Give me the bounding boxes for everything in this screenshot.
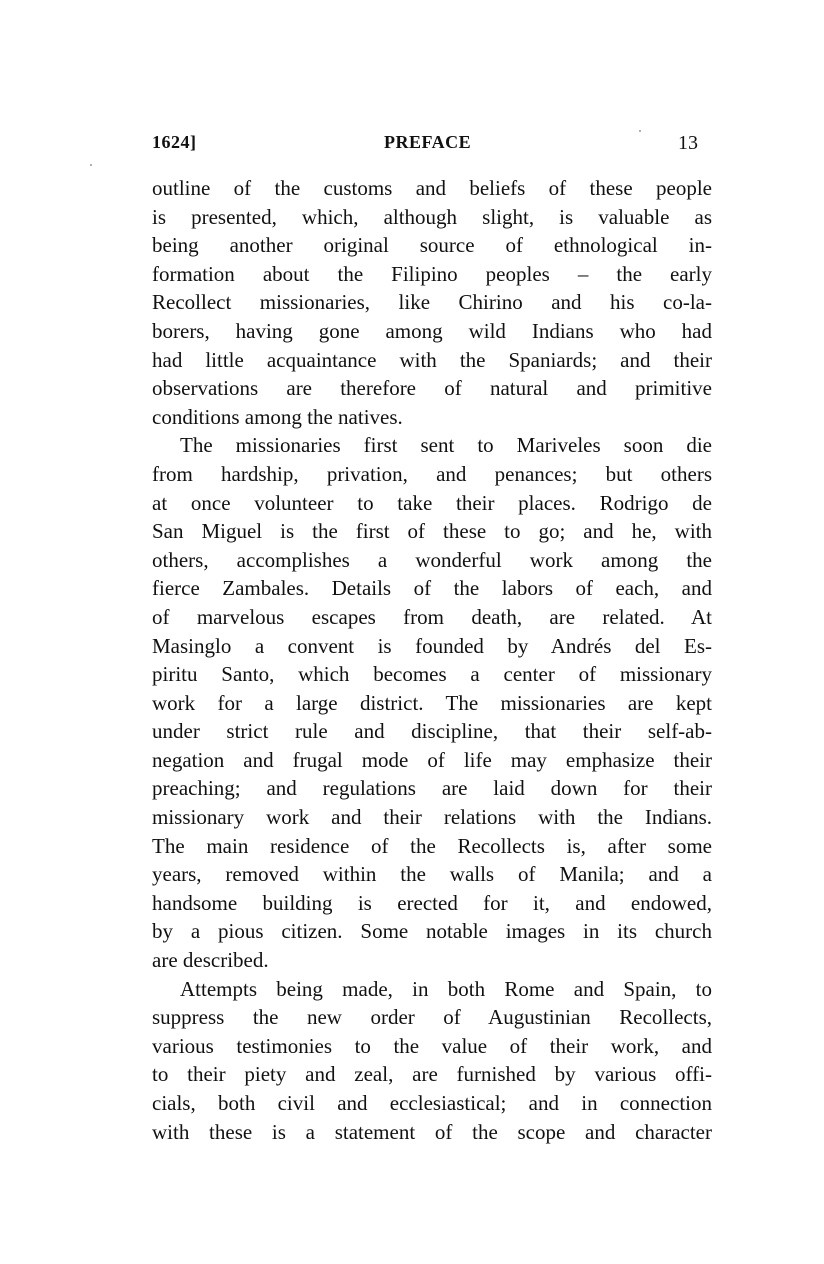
text-line: The main residence of the Recollects is, after some [152,833,712,858]
scan-speck [90,164,92,166]
scan-speck [639,130,641,132]
text-line: observations are therefore of natural and primitive [152,376,712,401]
book-page [152,128,712,1146]
page-number: 13 [678,132,698,154]
text-line: others, accomplishes a wonderful work among the [152,547,712,572]
text-line: missionary work and their relations with the Indians. [152,805,712,830]
body-text [152,174,712,1146]
text-line: formation about the Filipino peoples – the early [152,261,712,286]
text-line: preaching; and regulations are laid down for their [152,776,712,801]
text-line: had little acquaintance with the Spaniards; and their [152,347,712,372]
text-line: handsome building is erected for it, and endowed, [152,890,712,915]
text-line: of marvelous escapes from death, are related. At [152,604,712,629]
paragraph-start-line: The missionaries first sent to Mariveles soon die [180,433,712,458]
text-line: by a pious citizen. Some notable images in its church [152,919,712,944]
text-line: suppress the new order of Augustinian Recollects, [152,1005,712,1030]
text-line: Masinglo a convent is founded by Andrés del Es- [152,633,712,658]
text-line: various testimonies to the value of their work, and [152,1033,712,1058]
text-line: from hardship, privation, and penances; but others [152,461,712,486]
text-line: borers, having gone among wild Indians who had [152,318,712,343]
text-line: San Miguel is the first of these to go; and he, with [152,519,712,544]
text-line: negation and frugal mode of life may emphasize their [152,747,712,772]
text-line: at once volunteer to take their places. Rodrigo de [152,490,712,515]
running-head-year: 1624] [152,132,197,152]
text-line: Recollect missionaries, like Chirino and his co-la- [152,290,712,315]
running-head [152,128,712,156]
text-line: outline of the customs and beliefs of these people [152,176,712,200]
text-line: fierce Zambales. Details of the labors of each, and [152,576,712,601]
text-line: under strict rule and discipline, that their self-ab- [152,719,712,744]
running-head-title: PREFACE [384,132,472,152]
text-line: years, removed within the walls of Manila; and a [152,862,712,887]
text-line: being another original source of ethnological in- [152,233,712,258]
text-line: to their piety and zeal, are furnished by various offi- [152,1062,712,1087]
text-line: with these is a statement of the scope and character [152,1119,712,1144]
text-line: conditions among the natives. [152,404,403,429]
text-line: are described. [152,948,269,973]
text-line: piritu Santo, which becomes a center of missionary [152,662,712,687]
text-line: cials, both civil and ecclesiastical; and in connection [152,1091,712,1115]
text-line: is presented, which, although slight, is valuable as [152,204,712,229]
paragraph-start-line: Attempts being made, in both Rome and Spain, to [180,976,712,1001]
text-line: work for a large district. The missionaries are kept [152,690,712,715]
